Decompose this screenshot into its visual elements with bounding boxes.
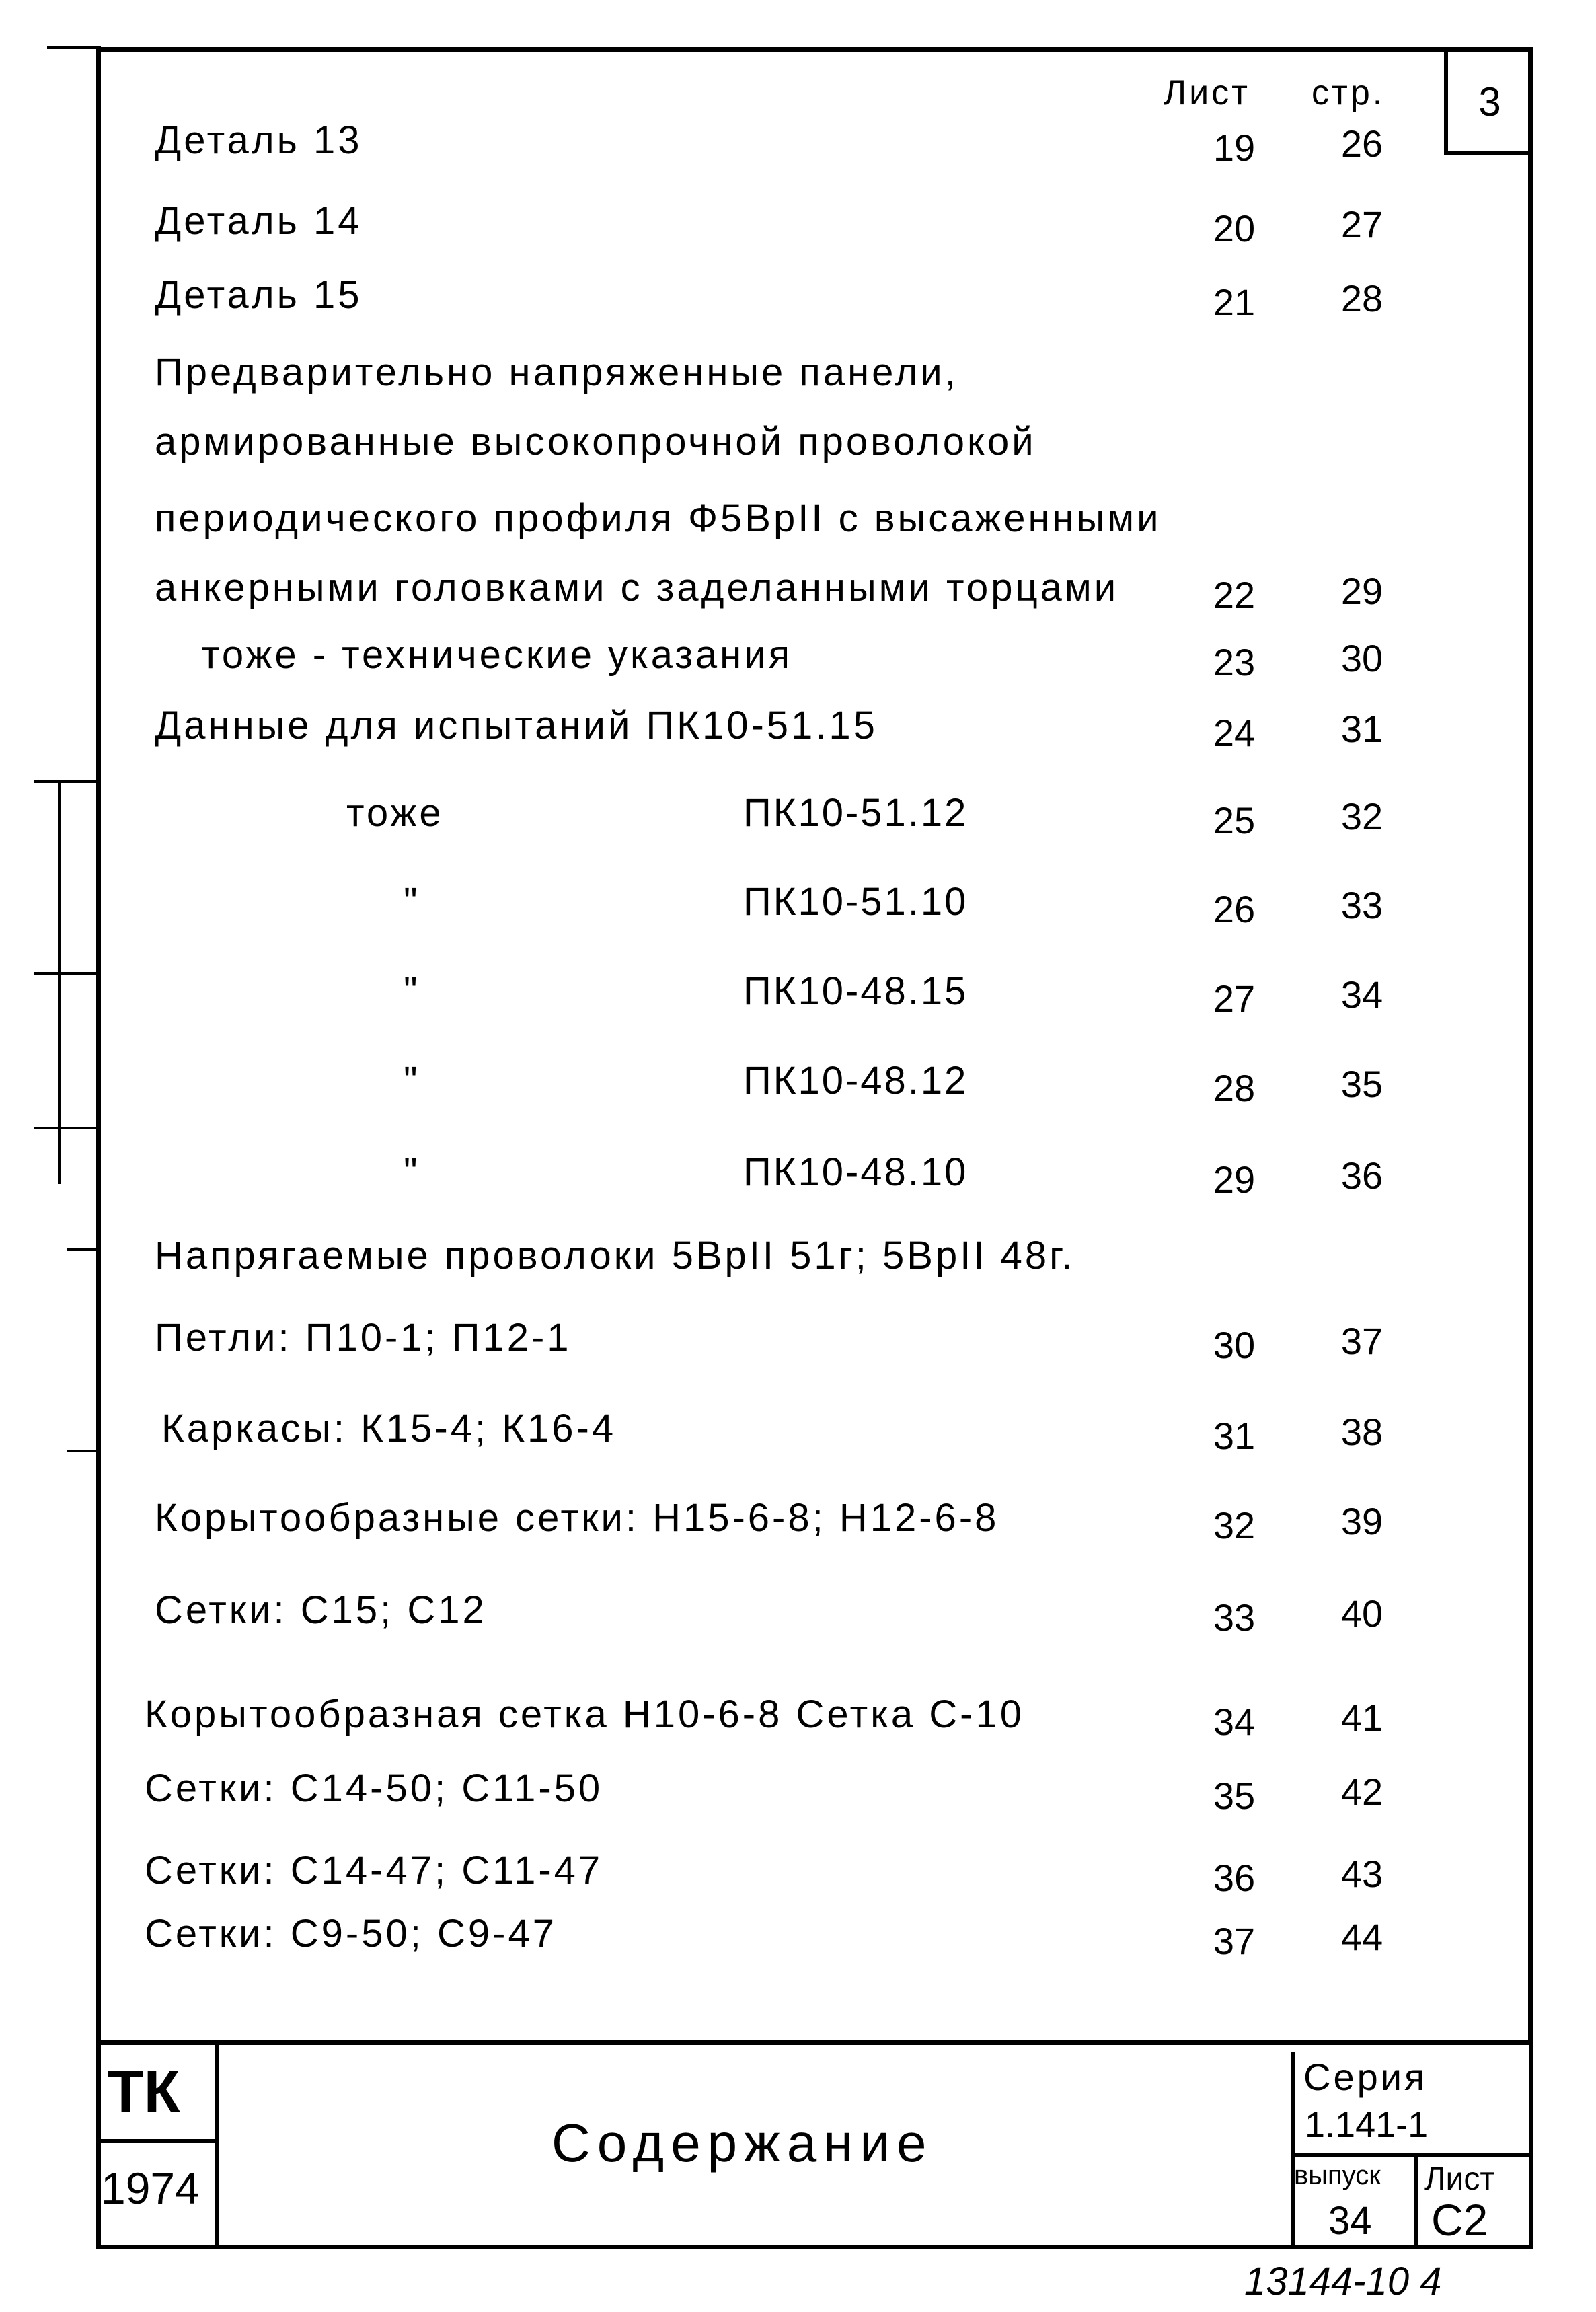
sheet-column-header: Лист [1164, 73, 1250, 112]
sheet-label: Лист [1424, 2161, 1495, 2197]
entry-page: 29 [1340, 570, 1383, 612]
entry-sheet: 35 [1213, 1775, 1256, 1817]
entry-title: тоже [346, 791, 444, 835]
entry-title: Деталь 14 [155, 199, 363, 243]
entry-sheet: 25 [1213, 799, 1256, 842]
entry-page: 42 [1340, 1770, 1383, 1813]
entry-page: 36 [1340, 1154, 1383, 1197]
entry-page: 34 [1340, 973, 1383, 1016]
margin-line [34, 780, 98, 783]
entry-title: армированные высокопрочной проволокой [155, 420, 1036, 463]
series-number: 1.141-1 [1305, 2105, 1429, 2145]
entry-sheet: 22 [1213, 574, 1256, 616]
entry-title: " [404, 880, 420, 924]
entry-sheet: 19 [1213, 126, 1256, 169]
entry-page: 35 [1340, 1063, 1383, 1105]
margin-line [58, 780, 61, 1184]
sheet-number: С2 [1431, 2195, 1488, 2245]
entry-sheet: 20 [1213, 207, 1256, 250]
entry-sheet: 34 [1213, 1701, 1256, 1743]
archive-number: 13144-10 4 [1244, 2260, 1442, 2303]
entry-sheet: 29 [1213, 1158, 1256, 1201]
entry-page: 26 [1340, 122, 1383, 165]
margin-line [47, 46, 101, 49]
entry-title: Сетки: С14-50; С11-50 [145, 1766, 603, 1810]
entry-code: ПК10-48.10 [743, 1150, 968, 1194]
entry-title: " [404, 969, 420, 1013]
entry-title: анкерными головками с заделанными торцами [155, 566, 1119, 609]
entry-sheet: 30 [1213, 1324, 1256, 1366]
entry-title: " [404, 1150, 420, 1194]
issue-label: выпуск [1294, 2161, 1381, 2190]
entry-sheet: 23 [1213, 641, 1256, 683]
entry-page: 28 [1340, 277, 1383, 320]
entry-title: Петли: П10-1; П12-1 [155, 1316, 572, 1359]
entry-sheet: 27 [1213, 977, 1256, 1020]
entry-title: периодического профиля Ф5ВрII с высаженными [155, 496, 1162, 540]
year: 1974 [101, 2163, 200, 2213]
issue-number: 34 [1328, 2199, 1372, 2243]
entry-code: ПК10-48.12 [743, 1059, 968, 1103]
entry-sheet: 32 [1213, 1504, 1256, 1546]
entry-page: 44 [1340, 1916, 1383, 1958]
page-column-header: стр. [1312, 73, 1385, 112]
margin-line [67, 1248, 98, 1251]
org-code: ТК [108, 2058, 180, 2124]
entry-sheet: 28 [1213, 1067, 1256, 1109]
page-number-box: 3 [1444, 52, 1531, 155]
document-title: Содержание [552, 2113, 934, 2173]
entry-sheet: 26 [1213, 888, 1256, 930]
entry-title: Данные для испытаний ПК10-51.15 [155, 704, 878, 747]
margin-line [34, 1127, 98, 1129]
entry-title: " [404, 1059, 420, 1103]
entry-page: 32 [1340, 795, 1383, 837]
margin-line [34, 972, 98, 975]
entry-sheet: 37 [1213, 1920, 1256, 1962]
entry-page: 39 [1340, 1500, 1383, 1542]
entry-sheet: 31 [1213, 1415, 1256, 1457]
entry-title: Напрягаемые проволоки 5ВрII 51г; 5ВрII 48г. [155, 1234, 1075, 1277]
entry-code: ПК10-48.15 [743, 969, 968, 1013]
series-label: Серия [1303, 2056, 1428, 2098]
entry-sheet: 24 [1213, 712, 1256, 754]
entry-title: Предварительно напряженные панели, [155, 350, 958, 394]
entry-code: ПК10-51.10 [743, 880, 968, 924]
entry-sheet: 21 [1213, 281, 1256, 324]
entry-title: тоже - технические указания [202, 633, 793, 677]
entry-page: 37 [1340, 1320, 1383, 1362]
entry-title: Деталь 15 [155, 273, 363, 317]
entry-title: Сетки: С14-47; С11-47 [145, 1849, 603, 1892]
entry-title: Корытообразная сетка Н10-6-8 Сетка С-10 [145, 1692, 1024, 1736]
entry-page: 38 [1340, 1411, 1383, 1453]
entry-page: 27 [1340, 203, 1383, 246]
entry-title: Корытообразные сетки: Н15-6-8; Н12-6-8 [155, 1496, 999, 1540]
margin-line [67, 1450, 98, 1452]
entry-code: ПК10-51.12 [743, 791, 968, 835]
entry-sheet: 36 [1213, 1857, 1256, 1899]
drawing-frame [96, 47, 1533, 2045]
entry-title: Сетки: С9-50; С9-47 [145, 1912, 557, 1955]
entry-page: 33 [1340, 884, 1383, 926]
entry-page: 30 [1340, 637, 1383, 679]
entry-page: 43 [1340, 1853, 1383, 1895]
entry-title: Каркасы: К15-4; К16-4 [161, 1407, 617, 1450]
entry-page: 31 [1340, 708, 1383, 750]
entry-sheet: 33 [1213, 1596, 1256, 1639]
entry-page: 40 [1340, 1592, 1383, 1635]
entry-title: Сетки: С15; С12 [155, 1588, 487, 1632]
entry-page: 41 [1340, 1696, 1383, 1739]
entry-title: Деталь 13 [155, 118, 363, 162]
